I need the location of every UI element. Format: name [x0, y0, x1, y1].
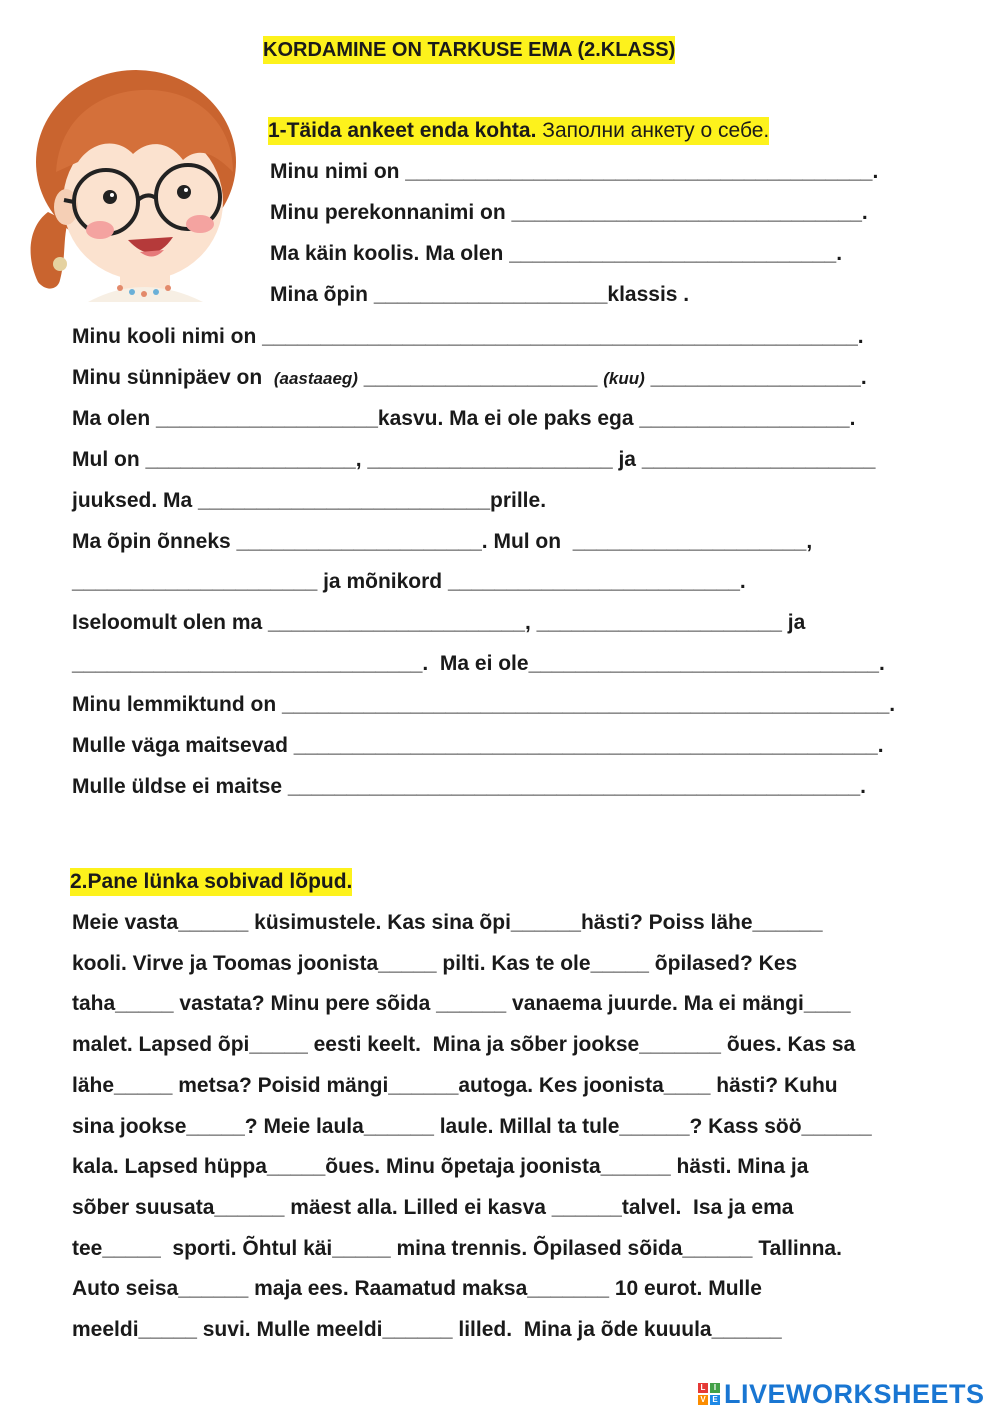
exercise-line-8[interactable]: sõber suusata______ mäest alla. Lilled ei kasva ______talvel. Isa ja ema	[72, 1196, 794, 1219]
form-line-dislikes-food[interactable]: Mulle üldse ei maitse _________________________________________________.	[72, 775, 867, 798]
exercise-line-7[interactable]: kala. Lapsed hüppa_____õues. Minu õpetaja joonista______ hästi. Mina ja	[72, 1155, 809, 1178]
form-line-surname[interactable]: Minu perekonnanimi on ______________________________.	[270, 201, 868, 224]
season-blank[interactable]: ____________________	[357, 366, 604, 389]
liveworksheets-logo	[698, 1378, 985, 1410]
exercise-line-11[interactable]: meeldi_____ suvi. Mulle meeldi______ lilled. Mina ja õde kuuula______	[72, 1318, 782, 1341]
form-line-glasses[interactable]: juuksed. Ma _________________________prille.	[72, 489, 547, 512]
form-line-character-cont[interactable]: ______________________________. Ma ei ole______________________________.	[72, 652, 885, 675]
form-line-birthday[interactable]	[72, 364, 867, 393]
section1-heading-ru: Заполни анкету о себе.	[542, 119, 770, 142]
exercise-line-3[interactable]: taha_____ vastata? Minu pere sõida ______ vanaema juurde. Ma ei mängi____	[72, 992, 851, 1015]
section2-heading: 2.Pane lünka sobivad lõpud.	[70, 868, 352, 896]
page-title: KORDAMINE ON TARKUSE EMA (2.KLASS)	[263, 36, 675, 64]
form-line-height[interactable]: Ma olen ___________________kasvu. Ma ei ole paks ega __________________.	[72, 407, 856, 430]
form-line-hair[interactable]: Mul on __________________, _____________________ ja ____________________	[72, 448, 876, 471]
exercise-line-10[interactable]: Auto seisa______ maja ees. Raamatud maksa_______ 10 eurot. Mulle	[72, 1277, 762, 1300]
form-line-favorite-lesson[interactable]: Minu lemmiktund on ____________________________________________________.	[72, 693, 896, 716]
section1-heading	[268, 117, 769, 145]
month-hint: (kuu)	[603, 369, 645, 388]
girl-with-glasses-illustration	[8, 52, 258, 302]
exercise-line-4[interactable]: malet. Lapsed õpi_____ eesti keelt. Mina ja sõber jookse_______ õues. Kas sa	[72, 1033, 856, 1056]
exercise-line-5[interactable]: lähe_____ metsa? Poisid mängi______autoga. Kes joonista____ hästi? Kuhu	[72, 1074, 838, 1097]
logo-mark-icon: L I V E	[698, 1383, 720, 1405]
form-line-school-name[interactable]: Minu kooli nimi on ___________________________________________________.	[72, 325, 864, 348]
season-hint: (aastaaeg)	[273, 369, 358, 388]
form-line-class[interactable]: Mina õpin ____________________klassis .	[270, 283, 690, 306]
exercise-line-9[interactable]: tee_____ sporti. Õhtul käi_____ mina trennis. Õpilased sõida______ Tallinna.	[72, 1237, 842, 1260]
month-blank[interactable]: __________________.	[644, 366, 867, 389]
form-line-grades[interactable]: Ma õpin õnneks _____________________. Mul on ____________________,	[72, 530, 813, 553]
form-line-likes-food[interactable]: Mulle väga maitsevad __________________________________________________.	[72, 734, 884, 757]
exercise-line-6[interactable]: sina jookse_____? Meie laula______ laule. Millal ta tule______? Kass söö______	[72, 1115, 872, 1138]
form-line-school[interactable]: Ma käin koolis. Ma olen ____________________________.	[270, 242, 843, 265]
form-line-grades-cont[interactable]: _____________________ ja mõnikord _________________________.	[72, 570, 746, 593]
brand-name: LIVEWORKSHEETS	[724, 1378, 985, 1409]
form-line-name[interactable]: Minu nimi on ________________________________________.	[270, 160, 879, 183]
birthday-prefix: Minu sünnipäev on	[72, 366, 263, 389]
exercise-line-1[interactable]: Meie vasta______ küsimustele. Kas sina õpi______hästi? Poiss lähe______	[72, 911, 823, 934]
exercise-line-2[interactable]: kooli. Virve ja Toomas joonista_____ pilti. Kas te ole_____ õpilased? Kes	[72, 952, 798, 975]
form-line-character[interactable]: Iseloomult olen ma ______________________, _____________________ ja	[72, 611, 806, 634]
section1-heading-et: 1-Täida ankeet enda kohta.	[268, 119, 537, 142]
